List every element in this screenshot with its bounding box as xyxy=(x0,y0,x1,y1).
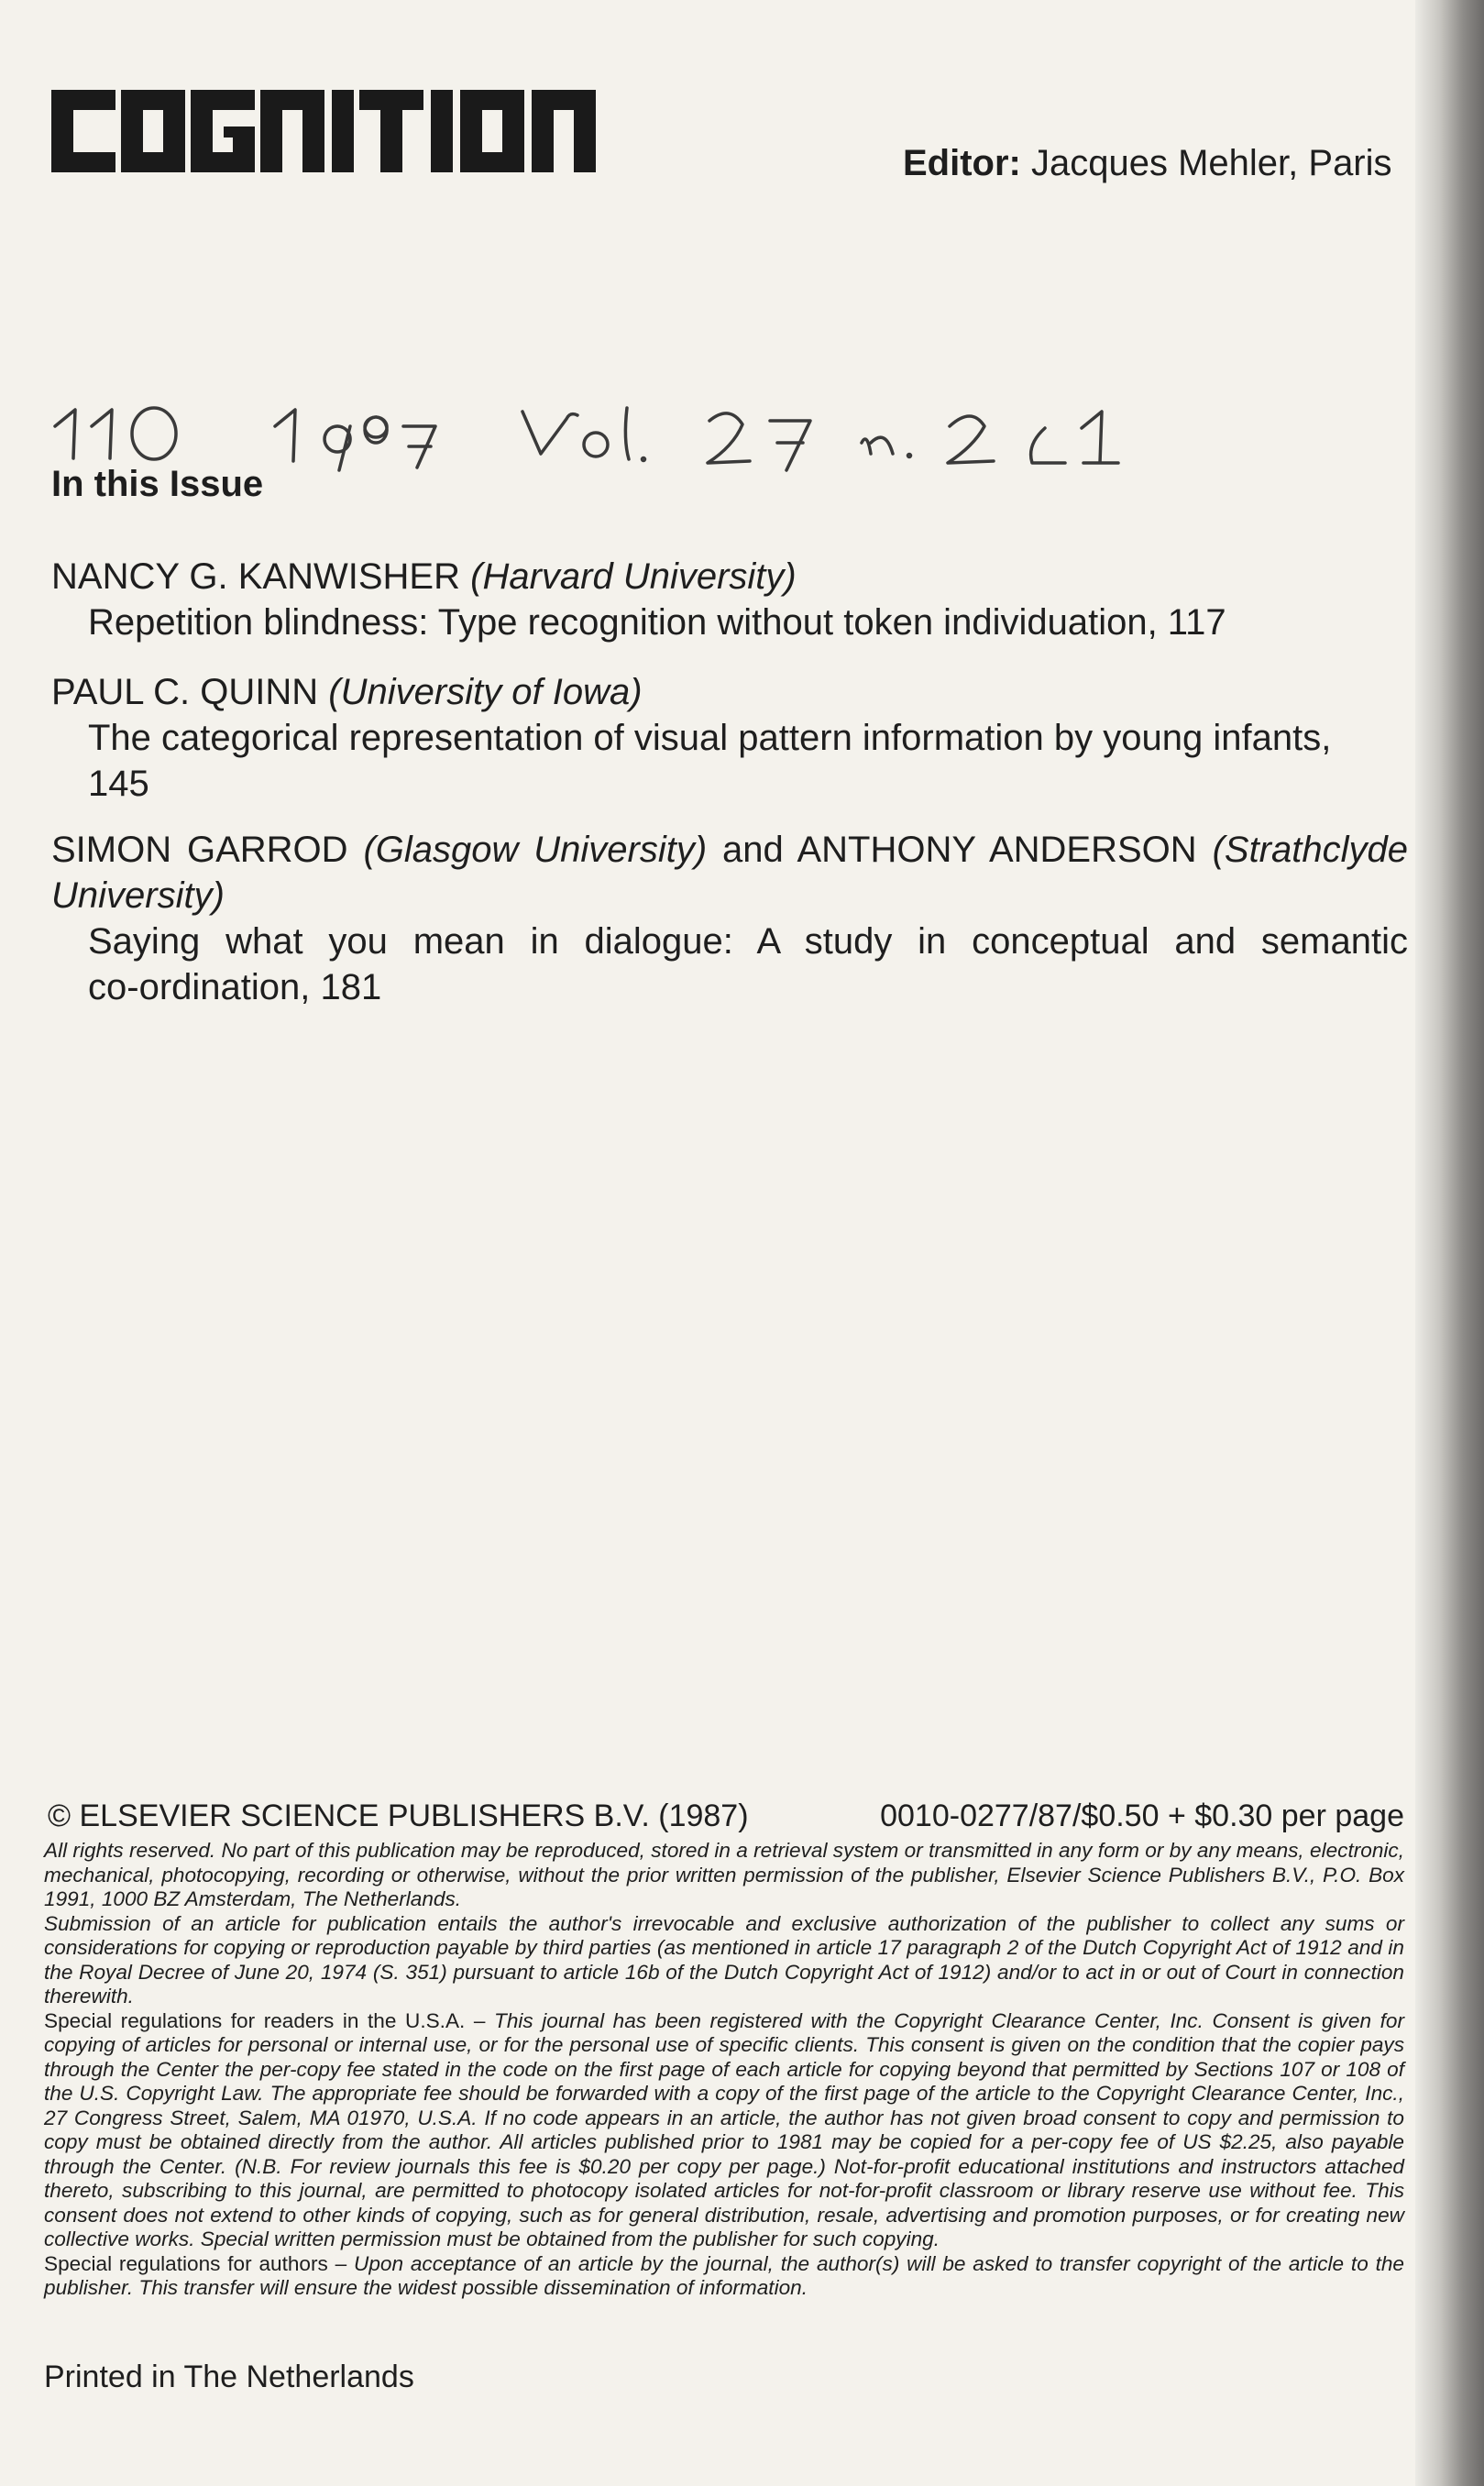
article-title-cont: 145 xyxy=(88,764,149,804)
article-entry xyxy=(51,669,1408,807)
rights-paragraph: All rights reserved. No part of this publication may be reproduced, stored in a retrieval system or transmitted in any form or by any means, electronic, mechanical, photocopying, recording or otherwise, without the prior written permission of the publisher, Elsevier Science Publishers B.V., P.O. Box 1991, 1000 BZ Amsterdam, The Netherlands. xyxy=(44,1839,1404,1910)
article-title-cont: co-ordination, 181 xyxy=(88,967,382,1007)
submission-paragraph: Submission of an article for publication entails the author's irrevocable and exclusive authorization of the publisher to collect any sums or considerations for copying or reproduction payable by third parties (as mentioned in article 17 paragraph 2 of the Dutch Copyright Act of 1912 and in the Royal Decree of June 20, 1974 (S. 351) pursuant to article 16b of the Dutch Copyright Act of 1912) and/or to act in or out of Court in connection therewith. xyxy=(44,1911,1404,2008)
article-author: SIMON GARROD xyxy=(51,830,348,870)
article-affiliation-cont: University) xyxy=(51,875,225,916)
article-author-connector: and xyxy=(722,830,784,870)
usa-regulations-paragraph xyxy=(44,2009,1404,2252)
copyright-code: 0010-0277/87/$0.50 + $0.30 per page xyxy=(880,1798,1404,1833)
printed-in: Printed in The Netherlands xyxy=(44,2360,414,2394)
article-affiliation: (Harvard University) xyxy=(470,556,797,597)
authors-regulations-paragraph xyxy=(44,2252,1404,2301)
article-affiliation: (Glasgow University) xyxy=(363,830,708,870)
issue-heading: In this Issue xyxy=(51,464,264,504)
usa-regulations-label: Special regulations for readers in the U.S.A. – xyxy=(44,2008,486,2032)
article-affiliation: (University of Iowa) xyxy=(328,672,643,712)
article-author: ANTHONY ANDERSON xyxy=(797,830,1197,870)
article-affiliation: (Strathclyde xyxy=(1212,830,1408,870)
article-author-line xyxy=(51,827,1408,873)
authors-regulations-label: Special regulations for authors – xyxy=(44,2251,347,2275)
editor-credit xyxy=(903,143,1392,184)
journal-logo xyxy=(51,90,638,172)
article-author-line xyxy=(51,669,1408,715)
book-binding-edge xyxy=(1415,0,1484,2486)
editor-label: Editor: xyxy=(903,143,1021,183)
authors-regulations-text: Upon acceptance of an article by the journal, the author(s) will be asked to transfer copyright of the article to the publisher. This transfer will ensure the widest possible dissemination of information. xyxy=(44,2251,1404,2299)
article-title: Repetition blindness: Type recognition without token individuation, 117 xyxy=(88,602,1226,643)
article-author-line-cont xyxy=(51,873,1408,918)
article-author: NANCY G. KANWISHER xyxy=(51,556,460,597)
article-entry xyxy=(51,554,1408,645)
article-entry xyxy=(51,827,1408,1010)
article-author: PAUL C. QUINN xyxy=(51,672,319,712)
copyright-line xyxy=(48,1798,1404,1834)
copyright-fine-print xyxy=(44,1839,1404,2301)
copyright-publisher: © ELSEVIER SCIENCE PUBLISHERS B.V. (1987) xyxy=(48,1798,749,1833)
article-author-line xyxy=(51,554,1408,600)
editor-name: Jacques Mehler, Paris xyxy=(1031,143,1392,183)
article-title: Saying what you mean in dialogue: A study in conceptual and semantic xyxy=(88,921,1408,962)
article-title: The categorical representation of visual pattern information by young infants, xyxy=(88,718,1332,758)
usa-regulations-text: This journal has been registered with the Copyright Clearance Center, Inc. Consent is given for copying of articles for personal or internal use, or for the personal use of specific clients. This consent is given on the condition that the copier pays through the Center the per-copy fee stated in the code on the first page of each article for copying beyond that permitted by Sections 107 or 108 of the U.S. Copyright Law. The appropriate fee should be forwarded with a copy of the first page of the article to the Copyright Clearance Center, Inc., 27 Congress Street, Salem, MA 01970, U.S.A. If no code appears in an article, the author has not given broad consent to copy and permission to copy must be obtained directly from the author. All articles published prior to 1981 may be copied for a per-copy fee of US $2.25, also payable through the Center. (N.B. For review journals this fee is $0.20 per copy per page.) Not-for-profit educational institutions and instructors attached thereto, subscribing to this journal, are permitted to photocopy isolated articles for not-for-profit classroom or library reserve use without fee. This consent does not extend to other kinds of copying, such as for general distribution, resale, advertising and promotion purposes, or for creating new collective works. Special written permission must be obtained from the publisher for such copying. xyxy=(44,2008,1405,2250)
